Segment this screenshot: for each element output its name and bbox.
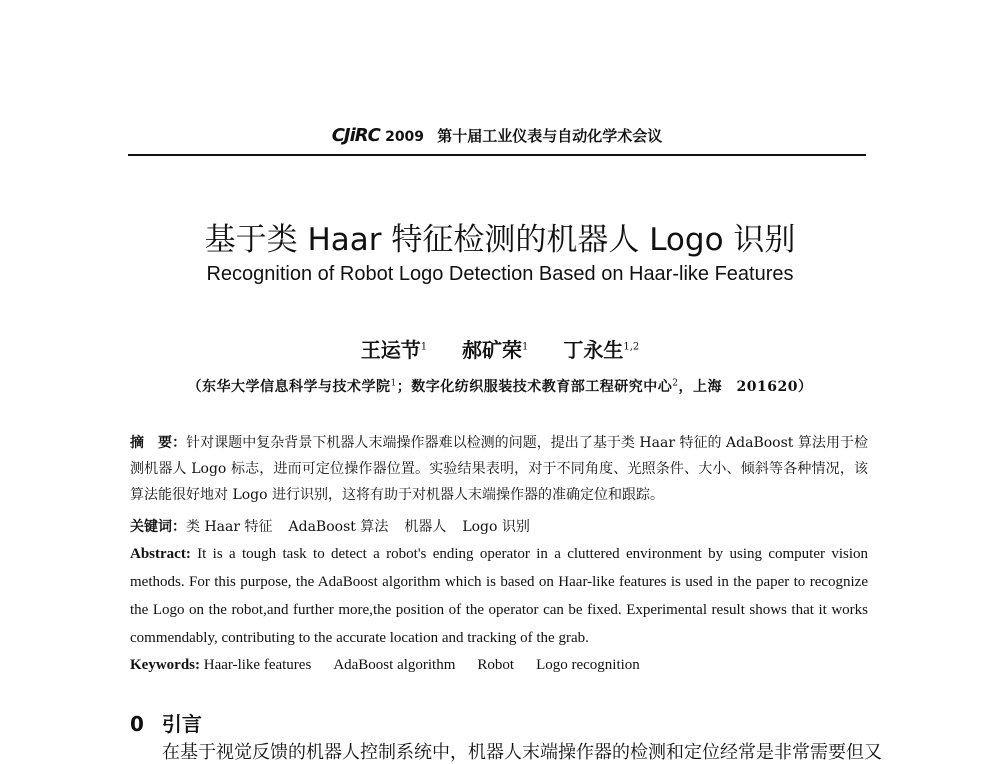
section-heading: [130, 708, 202, 737]
keyword: AdaBoost algorithm: [333, 657, 456, 673]
keyword: AdaBoost 算法: [288, 519, 389, 535]
author: [361, 338, 427, 362]
conference-header: [128, 118, 866, 156]
author-affil-mark: 1: [522, 341, 529, 353]
conference-name: 第十届工业仪表与自动化学术会议: [437, 127, 663, 145]
keywords-cn: [130, 514, 868, 540]
keywords-en: [130, 652, 868, 678]
paper-title-en: Recognition of Robot Logo Detection Based on Haar-like Features: [206, 263, 794, 285]
abstract-en: [130, 540, 868, 652]
abstract-en-text: It is a tough task to detect a robot's ending operator in a cluttered environment by using computer vision methods. For this purpose, the AdaBoost algorithm which is based on Haar-like features is used in the paper to recognize the Logo on the robot,and further more,the position of the operator can be fixed. Experimental result shows that it works commendably, contributing to the accurate location and tracking of the grab.: [130, 546, 868, 646]
keyword: 类 Haar 特征: [186, 519, 273, 535]
section-number: 0: [130, 712, 144, 736]
affil-mark: 2: [672, 378, 679, 389]
author: [462, 338, 528, 362]
paper-title-cn: 基于类 Haar 特征检测的机器人 Logo 识别: [204, 222, 796, 258]
keyword: Haar-like features: [203, 657, 312, 673]
affiliation: [0, 376, 1000, 396]
author-name: 王运节: [360, 338, 421, 362]
author-name: 郝矿荣: [462, 338, 523, 362]
author-list: [0, 334, 1000, 363]
abstract-en-label: Abstract:: [130, 546, 191, 562]
abstract-cn-text: 针对课题中复杂背景下机器人末端操作器难以检测的问题，提出了基于类 Haar 特征的 AdaBoost 算法用于检测机器人 Logo 标志，进而可定位操作器位置。实验结果表明，对于不同角度、光照条件、大小、倾斜等各种情况，该算法能很好地对 Logo 进行识别，这将有助于对机器人末端操作器的准确定位和跟踪。: [130, 435, 868, 503]
intro-paragraph: 在基于视觉反馈的机器人控制系统中，机器人末端操作器的检测和定位经常是非常需要但又: [162, 742, 882, 763]
keyword: Robot: [477, 657, 515, 673]
author-name: 丁永生: [563, 338, 624, 362]
conference-year: 2009: [385, 129, 425, 145]
section-title: 引言: [161, 712, 202, 736]
affil-sep: ；: [396, 379, 412, 395]
affil-location: ，上海 201620）: [678, 379, 813, 395]
abstract-cn: [130, 430, 868, 508]
author: [563, 338, 639, 362]
keyword: Logo 识别: [462, 519, 530, 535]
keyword: 机器人: [404, 519, 447, 535]
affil-school: 东华大学信息科学与技术学院: [202, 379, 391, 395]
keywords-cn-label: 关键词：: [130, 519, 186, 535]
author-affil-mark: 1: [420, 341, 428, 353]
keywords-en-label: Keywords:: [130, 657, 200, 673]
affil-center: 数字化纺织服装技术教育部工程研究中心: [411, 379, 673, 395]
affil-paren: （: [187, 379, 203, 395]
affil-mark: 1: [390, 378, 397, 389]
conference-logo: CJiRC: [331, 125, 380, 146]
abstract-cn-label: 摘 要：: [130, 435, 187, 451]
keyword: Logo recognition: [536, 657, 640, 673]
author-affil-mark: 1,2: [623, 341, 640, 353]
